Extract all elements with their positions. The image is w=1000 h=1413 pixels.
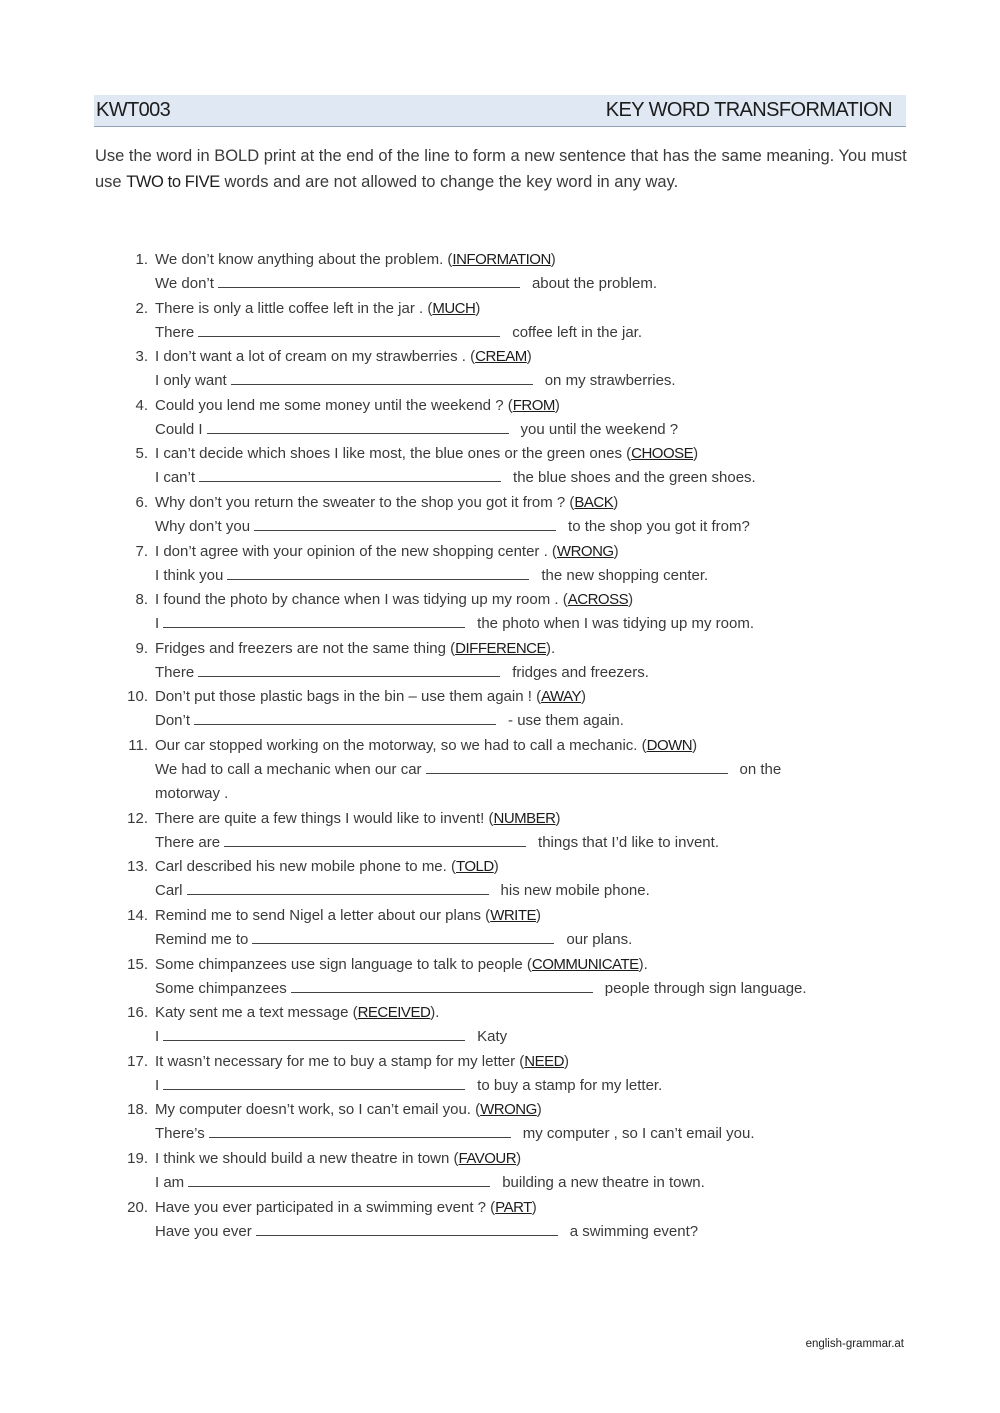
item-sentence-line: [155, 540, 840, 564]
item-keyword: AWAY: [541, 688, 582, 706]
item-sentence: Our car stopped working on the motorway, so we had to call a mechanic. (: [155, 736, 647, 754]
answer-blank[interactable]: [426, 758, 728, 774]
item-answer-suffix: building a new theatre in town.: [502, 1173, 705, 1191]
item-answer-line: [155, 831, 840, 855]
exercise-item: [120, 540, 840, 589]
exercise-item: [120, 1050, 840, 1099]
answer-blank[interactable]: [291, 977, 593, 993]
item-sentence-line: [155, 297, 840, 321]
item-number: 6.: [135, 493, 148, 511]
item-sentence: There are quite a few things I would like to invent! (: [155, 809, 494, 827]
item-keyword: FROM: [512, 396, 555, 414]
item-sentence-close: ): [613, 542, 619, 560]
answer-blank[interactable]: [163, 1025, 465, 1041]
item-answer-line: [155, 612, 840, 636]
item-answer-line: [155, 466, 840, 490]
item-answer-suffix: coffee left in the jar.: [512, 323, 642, 341]
instructions-part2: words and are not allowed to change the key word in any way.: [219, 173, 679, 191]
item-sentence-close: ).: [546, 639, 556, 657]
instructions: [95, 143, 915, 195]
item-answer-line: [155, 1074, 840, 1098]
item-answer-line: [155, 369, 840, 393]
item-keyword: FAVOUR: [458, 1149, 517, 1167]
item-number: 14.: [127, 907, 148, 925]
answer-blank[interactable]: [252, 928, 554, 944]
item-keyword: ACROSS: [567, 591, 629, 609]
item-answer-suffix: on my strawberries.: [544, 372, 676, 390]
item-sentence-close: ): [628, 591, 634, 609]
item-answer-prefix: Some chimpanzees: [155, 979, 287, 997]
item-answer-prefix: I can’t: [155, 469, 196, 487]
item-sentence: I found the photo by chance when I was tidying up my room . (: [155, 591, 568, 609]
item-answer-prefix: I: [155, 1076, 160, 1094]
item-answer-suffix: to buy a stamp for my letter.: [477, 1076, 663, 1094]
item-answer-suffix: people through sign language.: [604, 979, 807, 997]
item-sentence-line: [155, 248, 840, 272]
item-keyword: TOLD: [455, 858, 494, 876]
item-answer-prefix: Have you ever: [155, 1222, 252, 1240]
item-sentence-line: [155, 807, 840, 831]
item-answer-prefix: There are: [155, 833, 221, 851]
item-answer-line: [155, 418, 840, 442]
item-sentence: I think we should build a new theatre in town (: [155, 1149, 459, 1167]
item-keyword: BACK: [574, 493, 614, 511]
answer-blank[interactable]: [207, 418, 509, 434]
item-keyword: PART: [495, 1198, 532, 1216]
item-number: 17.: [127, 1052, 148, 1070]
item-sentence-line: [155, 904, 840, 928]
instructions-part1: Use the word in BOLD print at the end of the line to form a new sentence that has the same meaning. You must use: [95, 147, 907, 191]
exercise-item: [120, 491, 840, 540]
item-sentence: Remind me to send Nigel a letter about our plans (: [155, 907, 491, 925]
item-number: 16.: [127, 1004, 148, 1022]
item-keyword: DIFFERENCE: [455, 639, 546, 657]
item-sentence-line: [155, 855, 840, 879]
item-answer-prefix: Could I: [155, 420, 203, 438]
answer-blank[interactable]: [187, 879, 489, 895]
item-answer-prefix: Carl: [155, 882, 183, 900]
item-answer-suffix: a swimming event?: [569, 1222, 699, 1240]
item-answer-prefix: I am: [155, 1173, 185, 1191]
exercise-item: [120, 637, 840, 686]
item-sentence: Some chimpanzees use sign language to talk to people (: [155, 955, 532, 973]
item-sentence-close: ): [526, 348, 532, 366]
item-keyword: WRITE: [490, 907, 537, 925]
item-keyword: WRONG: [556, 542, 614, 560]
exercise-item: [120, 297, 840, 346]
item-keyword: WRONG: [480, 1101, 537, 1119]
item-number: 15.: [127, 955, 148, 973]
item-keyword: DOWN: [646, 736, 693, 754]
exercise-item: [120, 904, 840, 953]
answer-blank[interactable]: [198, 661, 500, 677]
item-sentence-line: [155, 442, 840, 466]
footer-source: english-grammar.at: [805, 1338, 904, 1350]
item-sentence-close: ): [516, 1149, 522, 1167]
exercise-item: [120, 345, 840, 394]
item-sentence-close: ).: [638, 955, 648, 973]
item-answer-suffix: to the shop you got it from?: [568, 517, 750, 535]
answer-blank[interactable]: [163, 612, 465, 628]
exercise-item: [120, 953, 840, 1002]
item-answer-suffix: - use them again.: [508, 712, 624, 730]
exercise-list: [120, 248, 840, 1244]
item-sentence: I can’t decide which shoes I like most, the blue ones or the green ones (: [155, 445, 632, 463]
item-answer-prefix: Remind me to: [155, 931, 249, 949]
item-sentence-close: ): [693, 445, 699, 463]
item-answer-prefix: I: [155, 615, 160, 633]
item-answer-suffix: our plans.: [566, 931, 633, 949]
item-number: 3.: [135, 348, 148, 366]
item-sentence-line: [155, 685, 840, 709]
item-answer-line: [155, 709, 840, 733]
item-sentence: Why don’t you return the sweater to the shop you got it from ? (: [155, 493, 575, 511]
item-sentence: I don’t agree with your opinion of the new shopping center . (: [155, 542, 557, 560]
item-keyword: INFORMATION: [452, 251, 551, 268]
item-answer-line: [155, 1122, 840, 1146]
item-sentence-close: ): [554, 396, 560, 414]
item-answer-prefix: Why don’t you: [155, 517, 251, 535]
item-keyword: CREAM: [475, 348, 527, 366]
item-answer-suffix: my computer , so I can’t email you.: [522, 1125, 755, 1143]
item-answer-suffix: the photo when I was tidying up my room.: [477, 615, 754, 633]
item-sentence-line: [155, 394, 840, 418]
item-sentence-close: ): [536, 1101, 542, 1119]
item-sentence: Could you lend me some money until the weekend ? (: [155, 396, 513, 414]
answer-blank[interactable]: [194, 709, 496, 725]
answer-blank[interactable]: [163, 1074, 465, 1090]
item-answer-suffix: his new mobile phone.: [500, 882, 650, 900]
item-sentence-line: [155, 953, 840, 977]
exercise-item: [120, 1098, 840, 1147]
item-sentence-line: [155, 1196, 840, 1220]
item-keyword: NUMBER: [493, 809, 556, 827]
item-number: 18.: [127, 1101, 148, 1119]
exercise-item: [120, 855, 840, 904]
item-sentence-line: [155, 1098, 840, 1122]
item-answer-suffix: the blue shoes and the green shoes.: [513, 469, 756, 487]
item-answer-prefix: We had to call a mechanic when our car: [155, 760, 422, 778]
answer-blank[interactable]: [188, 1171, 490, 1187]
item-keyword: NEED: [524, 1052, 564, 1070]
item-sentence: My computer doesn’t work, so I can’t email you. (: [155, 1101, 481, 1119]
item-number: 2.: [135, 299, 148, 317]
item-answer-prefix: I think you: [155, 566, 224, 584]
item-answer-suffix: things that I’d like to invent.: [538, 833, 719, 851]
header-bar: [94, 95, 906, 127]
item-answer-suffix: on the motorway .: [155, 760, 782, 802]
item-sentence: Fridges and freezers are not the same thing (: [155, 639, 456, 657]
item-sentence: Don’t put those plastic bags in the bin – use them again ! (: [155, 688, 542, 706]
item-number: 10.: [127, 688, 148, 706]
answer-blank[interactable]: [231, 369, 533, 385]
item-answer-line: [155, 928, 840, 952]
item-answer-suffix: you until the weekend ?: [520, 420, 679, 438]
item-answer-prefix: There: [155, 663, 195, 681]
exercise-item: [120, 248, 840, 297]
item-answer-line: [155, 1220, 840, 1244]
item-sentence-close: ): [550, 251, 556, 268]
item-answer-line: [155, 564, 840, 588]
item-answer-prefix: There’s: [155, 1125, 205, 1143]
answer-blank[interactable]: [227, 564, 529, 580]
item-keyword: CHOOSE: [631, 445, 694, 463]
item-sentence: Have you ever participated in a swimming event ? (: [155, 1198, 496, 1216]
item-keyword: MUCH: [432, 299, 476, 317]
item-answer-prefix: We don’t: [155, 275, 214, 292]
item-sentence-close: ): [493, 858, 499, 876]
item-sentence-close: ): [536, 907, 542, 925]
item-sentence: We don’t know anything about the problem. (: [155, 251, 453, 268]
exercise-item: [120, 1196, 840, 1245]
item-answer-line: [155, 272, 840, 296]
item-sentence-line: [155, 345, 840, 369]
answer-blank[interactable]: [199, 466, 501, 482]
item-answer-line: [155, 977, 840, 1001]
item-number: 4.: [135, 396, 148, 414]
exercise-item: [120, 807, 840, 856]
item-number: 19.: [127, 1149, 148, 1167]
item-answer-prefix: Don’t: [155, 712, 191, 730]
answer-blank[interactable]: [198, 321, 500, 337]
item-number: 11.: [128, 736, 148, 754]
item-number: 20.: [127, 1198, 148, 1216]
item-number: 7.: [135, 542, 148, 560]
item-sentence-close: ): [475, 299, 481, 317]
item-answer-suffix: Katy: [477, 1028, 508, 1046]
item-sentence-line: [155, 637, 840, 661]
item-sentence-line: [155, 588, 840, 612]
item-answer-prefix: I: [155, 1028, 160, 1046]
item-number: 8.: [135, 591, 148, 609]
answer-blank[interactable]: [209, 1122, 511, 1138]
item-keyword: RECEIVED: [357, 1004, 431, 1022]
exercise-item: [120, 588, 840, 637]
instructions-emphasis: TWO to FIVE: [126, 173, 220, 191]
item-sentence-close: ).: [430, 1004, 440, 1022]
item-sentence-close: ): [613, 493, 619, 511]
item-number: 1.: [135, 251, 148, 268]
item-answer-suffix: fridges and freezers.: [512, 663, 649, 681]
item-number: 9.: [135, 639, 148, 657]
answer-blank[interactable]: [254, 515, 556, 531]
item-answer-line: [155, 879, 840, 903]
item-sentence: Carl described his new mobile phone to me. (: [155, 858, 456, 876]
item-keyword: COMMUNICATE: [531, 955, 639, 973]
item-answer-prefix: I only want: [155, 372, 227, 390]
item-sentence: I don’t want a lot of cream on my strawberries . (: [155, 348, 476, 366]
item-answer-line: [155, 321, 840, 345]
item-sentence-close: ): [581, 688, 587, 706]
item-sentence-close: ): [692, 736, 698, 754]
item-sentence-close: ): [555, 809, 561, 827]
item-answer-line: [155, 661, 840, 685]
answer-blank[interactable]: [224, 831, 526, 847]
item-answer-prefix: There: [155, 323, 195, 341]
exercise-item: [120, 394, 840, 443]
worksheet-title: KEY WORD TRANSFORMATION: [605, 99, 892, 121]
exercise-item: [120, 1147, 840, 1196]
item-sentence-line: [155, 734, 840, 758]
exercise-item: [120, 442, 840, 491]
answer-blank[interactable]: [256, 1220, 558, 1236]
item-sentence-line: [155, 1147, 840, 1171]
item-sentence-close: ): [531, 1198, 537, 1216]
exercise-item: [120, 685, 840, 734]
exercise-item: [120, 1001, 840, 1050]
item-sentence-line: [155, 491, 840, 515]
item-sentence-line: [155, 1050, 840, 1074]
item-answer-line: [155, 1171, 840, 1195]
item-sentence: It wasn’t necessary for me to buy a stamp for my letter (: [155, 1052, 525, 1070]
item-sentence: There is only a little coffee left in the jar . (: [155, 299, 433, 317]
item-sentence-close: ): [563, 1052, 569, 1070]
item-number: 12.: [127, 809, 148, 827]
item-number: 13.: [127, 858, 148, 876]
item-answer-line: [155, 1025, 840, 1049]
item-answer-suffix: the new shopping center.: [541, 566, 709, 584]
item-answer-line: [155, 515, 840, 539]
item-sentence: Katy sent me a text message (: [155, 1004, 358, 1022]
worksheet-code: KWT003: [96, 99, 171, 121]
item-number: 5.: [135, 445, 148, 463]
item-answer-line: [155, 758, 840, 806]
item-sentence-line: [155, 1001, 840, 1025]
item-answer-suffix: about the problem.: [531, 275, 658, 292]
answer-blank[interactable]: [218, 272, 520, 288]
exercise-item: [120, 734, 840, 807]
